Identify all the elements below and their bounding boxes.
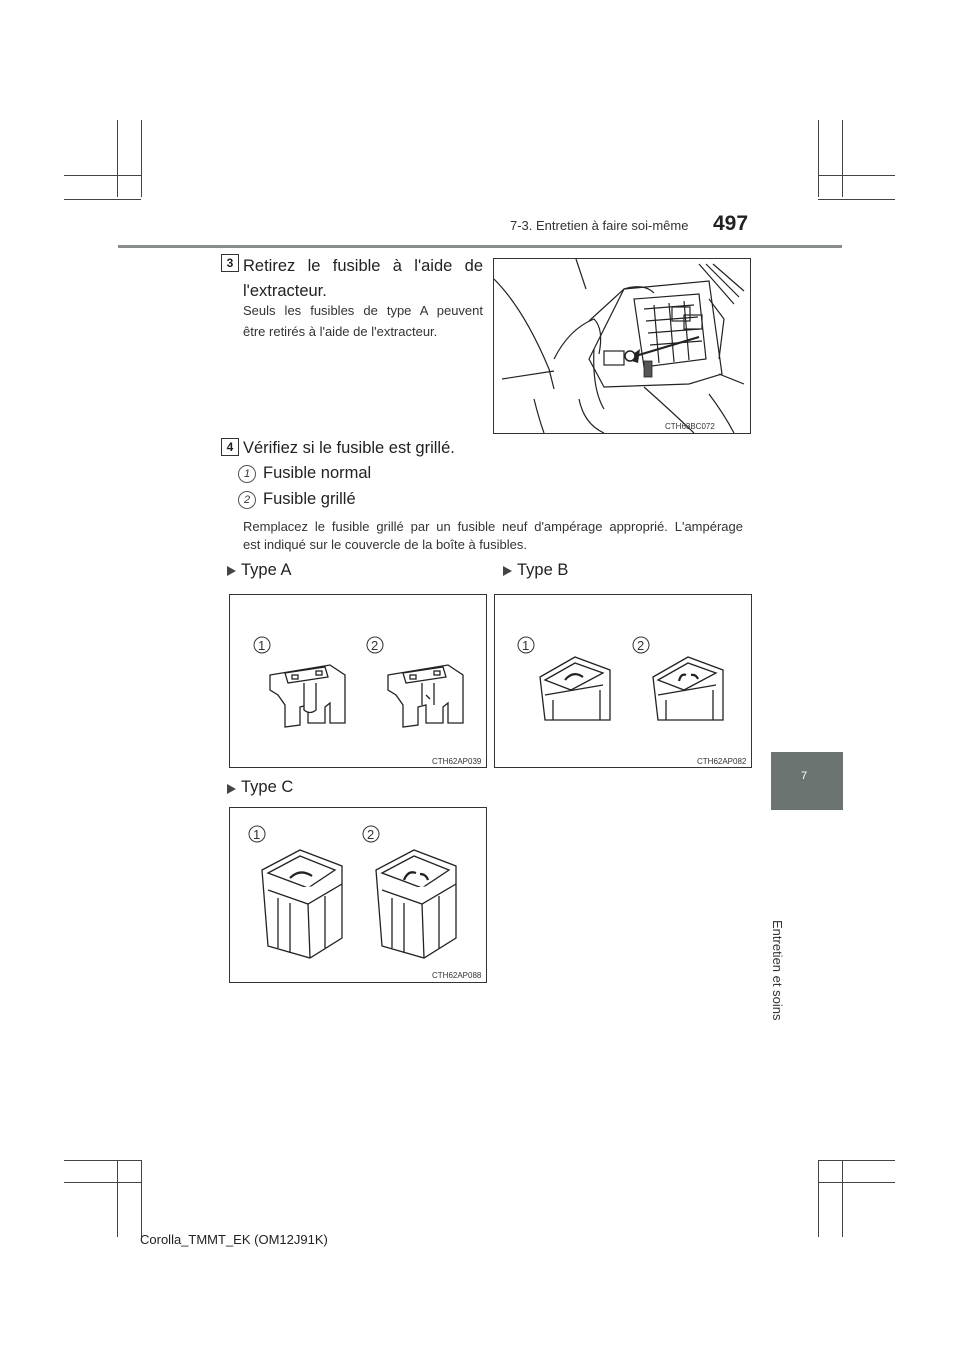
crop-mark [64,1160,141,1161]
fuse-blown-label: Fusible grillé [263,490,356,508]
crop-mark [64,199,141,200]
normal-jcase-fuse [262,850,342,958]
marker-2-figure: 2 [367,827,375,842]
bullet-triangle-icon [227,784,236,794]
chapter-title: Entretien et soins [770,920,785,1021]
marker-2-figure: 2 [637,638,645,653]
figure-code: CTH62AP039 [432,757,482,766]
crop-mark [117,1160,118,1237]
step-3-title-line2: l'extracteur. [243,282,327,300]
type-c-label: Type C [241,778,294,796]
crop-mark [141,1160,142,1237]
normal-cartridge-fuse [540,657,610,720]
marker-1-figure: 1 [253,827,261,842]
fuse-normal-label: Fusible normal [263,464,372,482]
blown-blade-fuse [388,665,463,727]
step-4-badge: 4 [221,438,239,456]
bullet-triangle-icon [227,566,236,576]
step-3-note-line1: Seuls les fusibles de type A peuvent [243,303,483,318]
chapter-number: 7 [801,770,808,782]
crop-mark [818,175,895,176]
crop-mark [842,1160,843,1237]
fuse-extractor-figure [493,258,751,434]
crop-mark [818,1160,819,1237]
type-a-figure [229,594,487,768]
step-4-note-line1: Remplacez le fusible grillé par un fusible neuf d'ampérage approprié. L'ampérage [243,519,743,534]
marker-1: 1 [238,465,256,483]
crop-mark [818,120,819,197]
type-b-label: Type B [517,561,569,579]
blown-cartridge-fuse [653,657,723,720]
header-rule [118,245,842,248]
crop-mark [818,1160,895,1161]
type-c-figure [229,807,487,983]
footer-model: Corolla_TMMT_EK (OM12J91K) [140,1232,328,1247]
type-b-figure [494,594,752,768]
step-4-note-line2: est indiqué sur le couvercle de la boîte à fusibles. [243,537,528,552]
bullet-triangle-icon [503,566,512,576]
blown-jcase-fuse [376,850,456,958]
crop-mark [818,1182,895,1183]
figure-code: CTH63BC072 [665,422,715,431]
step-3-title-line1: Retirez le fusible à l'aide de [243,257,483,275]
marker-2-figure: 2 [371,638,379,653]
crop-mark [141,120,142,197]
figure-code: CTH62AP088 [432,971,482,980]
step-3-badge: 3 [221,254,239,272]
crop-mark [117,120,118,197]
section-title: 7-3. Entretien à faire soi-même [510,218,689,233]
type-a-label: Type A [241,561,292,579]
crop-mark [818,199,895,200]
step-4-title: Vérifiez si le fusible est grillé. [243,439,455,457]
engine-fuse-box-illustration [494,259,750,433]
normal-blade-fuse [270,665,345,727]
page-number: 497 [713,212,749,235]
crop-mark [64,1182,141,1183]
marker-1-figure: 1 [258,638,266,653]
figure-code: CTH62AP082 [697,757,747,766]
marker-1-figure: 1 [522,638,530,653]
step-3-note-line2: être retirés à l'aide de l'extracteur. [243,324,438,339]
crop-mark [842,120,843,197]
marker-2: 2 [238,491,256,509]
crop-mark [64,175,141,176]
